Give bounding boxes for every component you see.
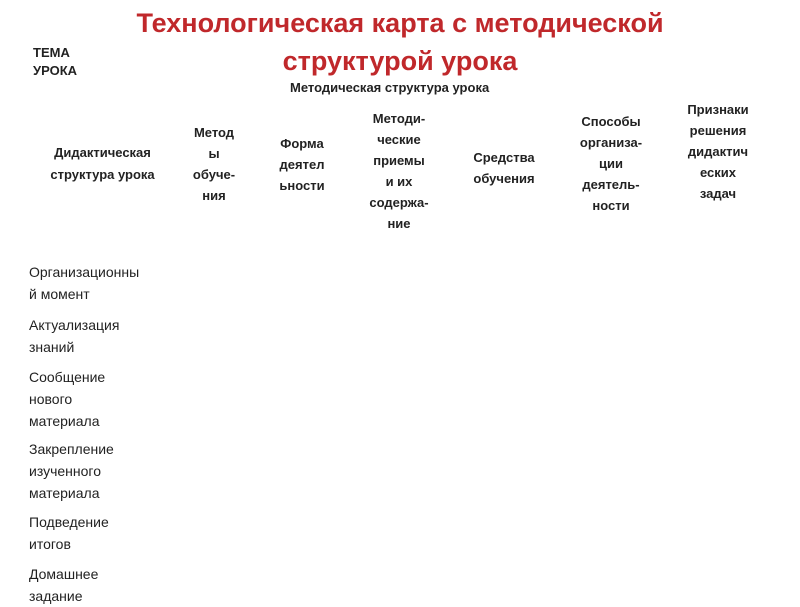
row-label-organizational: Организационны й момент: [29, 264, 140, 302]
row-label-summary: Подведение итогов: [29, 514, 109, 552]
column-header-methods: Метод ы обуче- ния: [192, 125, 236, 203]
topic-label-line-2: УРОКА: [33, 63, 78, 78]
column-header-organization: Способы организа- ции деятель- ности: [579, 114, 643, 213]
row-label-new-material: Сообщение нового материала: [29, 369, 106, 429]
column-header-criteria: Признаки решения дидактич еских задач: [687, 102, 749, 201]
title-line-1: Технологическая карта с методической: [136, 8, 664, 38]
row-label-homework: Домашнее задание: [29, 566, 99, 604]
didactic-structure-header: Дидактическая структура урока: [50, 145, 155, 182]
method-structure-header: Методическая структура урока: [290, 80, 490, 95]
row-label-actualization: Актуализация знаний: [29, 317, 120, 355]
title-line-2: структурой урока: [282, 46, 518, 76]
column-header-means: Средства обучения: [473, 150, 535, 186]
page-title: [0, 4, 800, 80]
topic-label: [33, 44, 77, 80]
column-header-techniques: Методи- ческие приемы и их содержа- ние: [369, 111, 429, 231]
topic-label-line-1: ТЕМА: [33, 45, 70, 60]
column-header-activity-form: Форма деятел ьности: [279, 136, 325, 193]
row-label-consolidation: Закрепление изученного материала: [29, 441, 114, 501]
